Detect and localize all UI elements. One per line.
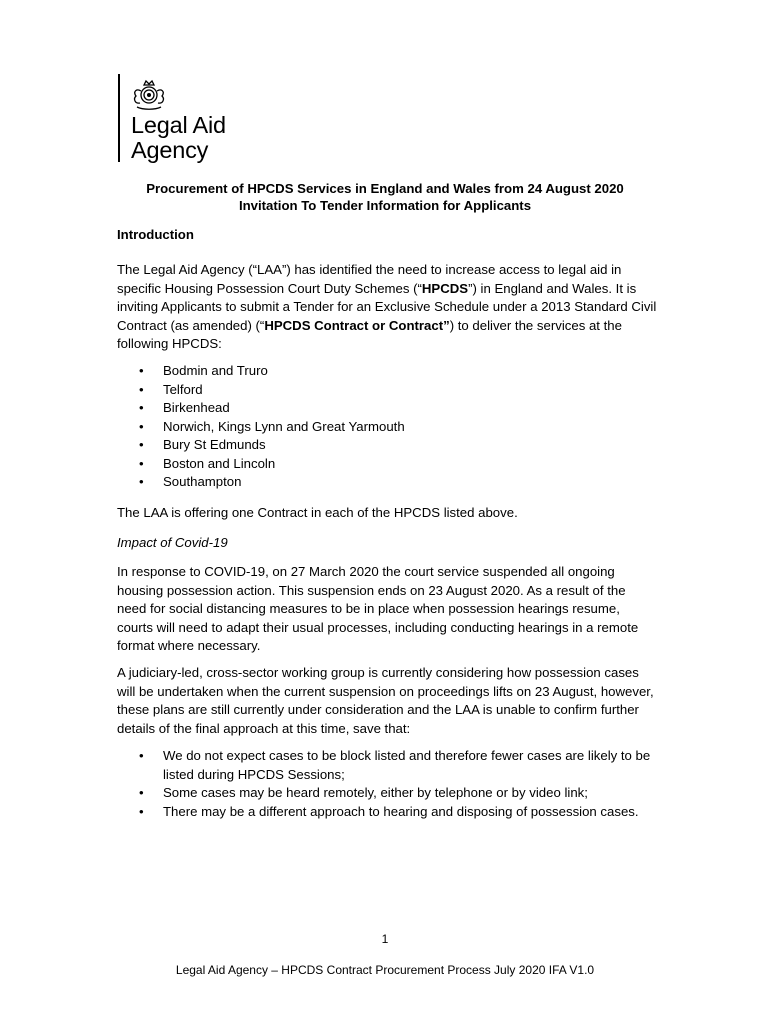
list-item: • Telford xyxy=(117,381,405,400)
legal-aid-agency-logo xyxy=(118,74,278,166)
list-item: • Bodmin and Truro xyxy=(117,362,405,381)
document-title xyxy=(0,180,770,214)
hpcds-scheme-list xyxy=(117,362,405,492)
introduction-heading: Introduction xyxy=(117,227,194,242)
contract-offer-paragraph: The LAA is offering one Contract in each of the HPCDS listed above. xyxy=(117,505,518,520)
logo-divider xyxy=(118,74,120,162)
intro-bold-contract: HPCDS Contract or Contract” xyxy=(264,317,450,333)
title-line-2: Invitation To Tender Information for Applicants xyxy=(238,198,532,213)
royal-crest-icon xyxy=(128,76,170,112)
intro-text-e: ) to deliver the services at the following HPCDS: xyxy=(117,317,622,351)
list-item: • Norwich, Kings Lynn and Great Yarmouth xyxy=(117,418,405,437)
page-number: 1 xyxy=(381,932,389,946)
intro-bold-hpcds: HPCDS xyxy=(421,280,469,296)
title-line-1: Procurement of HPCDS Services in England and Wales from 24 August 2020 xyxy=(146,181,624,196)
list-item: • We do not expect cases to be block listed and therefore fewer cases are likely to be listed during HPCDS Sessions; xyxy=(117,747,662,784)
list-item: • Bury St Edmunds xyxy=(117,436,405,455)
covid-bullet-list xyxy=(117,747,662,821)
list-item: • Some cases may be heard remotely, either by telephone or by video link; xyxy=(117,784,662,803)
logo-wordmark xyxy=(131,113,226,163)
list-item: • Boston and Lincoln xyxy=(117,455,405,474)
intro-text-c: ”) in England and Wales. It is inviting Applicants to submit a Tender for an Exclusive Schedule under a 2013 Standard Civil Contract (as amended) (“ xyxy=(117,280,657,333)
list-item: • Birkenhead xyxy=(117,399,405,418)
covid-heading: Impact of Covid-19 xyxy=(117,535,228,550)
introduction-paragraph xyxy=(117,261,657,354)
covid-paragraph-1: In response to COVID-19, on 27 March 2020 the court service suspended all ongoing housing possession action. This suspension ends on 23 August 2020. As a result of the need for social distancing measures to be in place when possession hearings resume, courts will need to adapt their usual processes, including conducting hearings in a remote format where necessary. xyxy=(117,564,639,653)
page-footer: Legal Aid Agency – HPCDS Contract Procurement Process July 2020 IFA V1.0 xyxy=(175,963,595,977)
covid-paragraph-2: A judiciary-led, cross-sector working group is currently considering how possession cases will be undertaken when the current suspension on proceedings lifts on 23 August, however, these plans are still currently under consideration and the LAA is unable to confirm further details of the final approach at this time, save that: xyxy=(117,665,654,736)
logo-line-1: Legal Aid xyxy=(131,112,226,138)
logo-line-2: Agency xyxy=(131,137,209,163)
list-item: • Southampton xyxy=(117,473,405,492)
intro-text-a: The Legal Aid Agency (“LAA”) has identified the need to increase access to legal aid in specific Housing Possession Court Duty Schemes (“ xyxy=(117,262,622,296)
list-item: • There may be a different approach to hearing and disposing of possession cases. xyxy=(117,803,662,822)
